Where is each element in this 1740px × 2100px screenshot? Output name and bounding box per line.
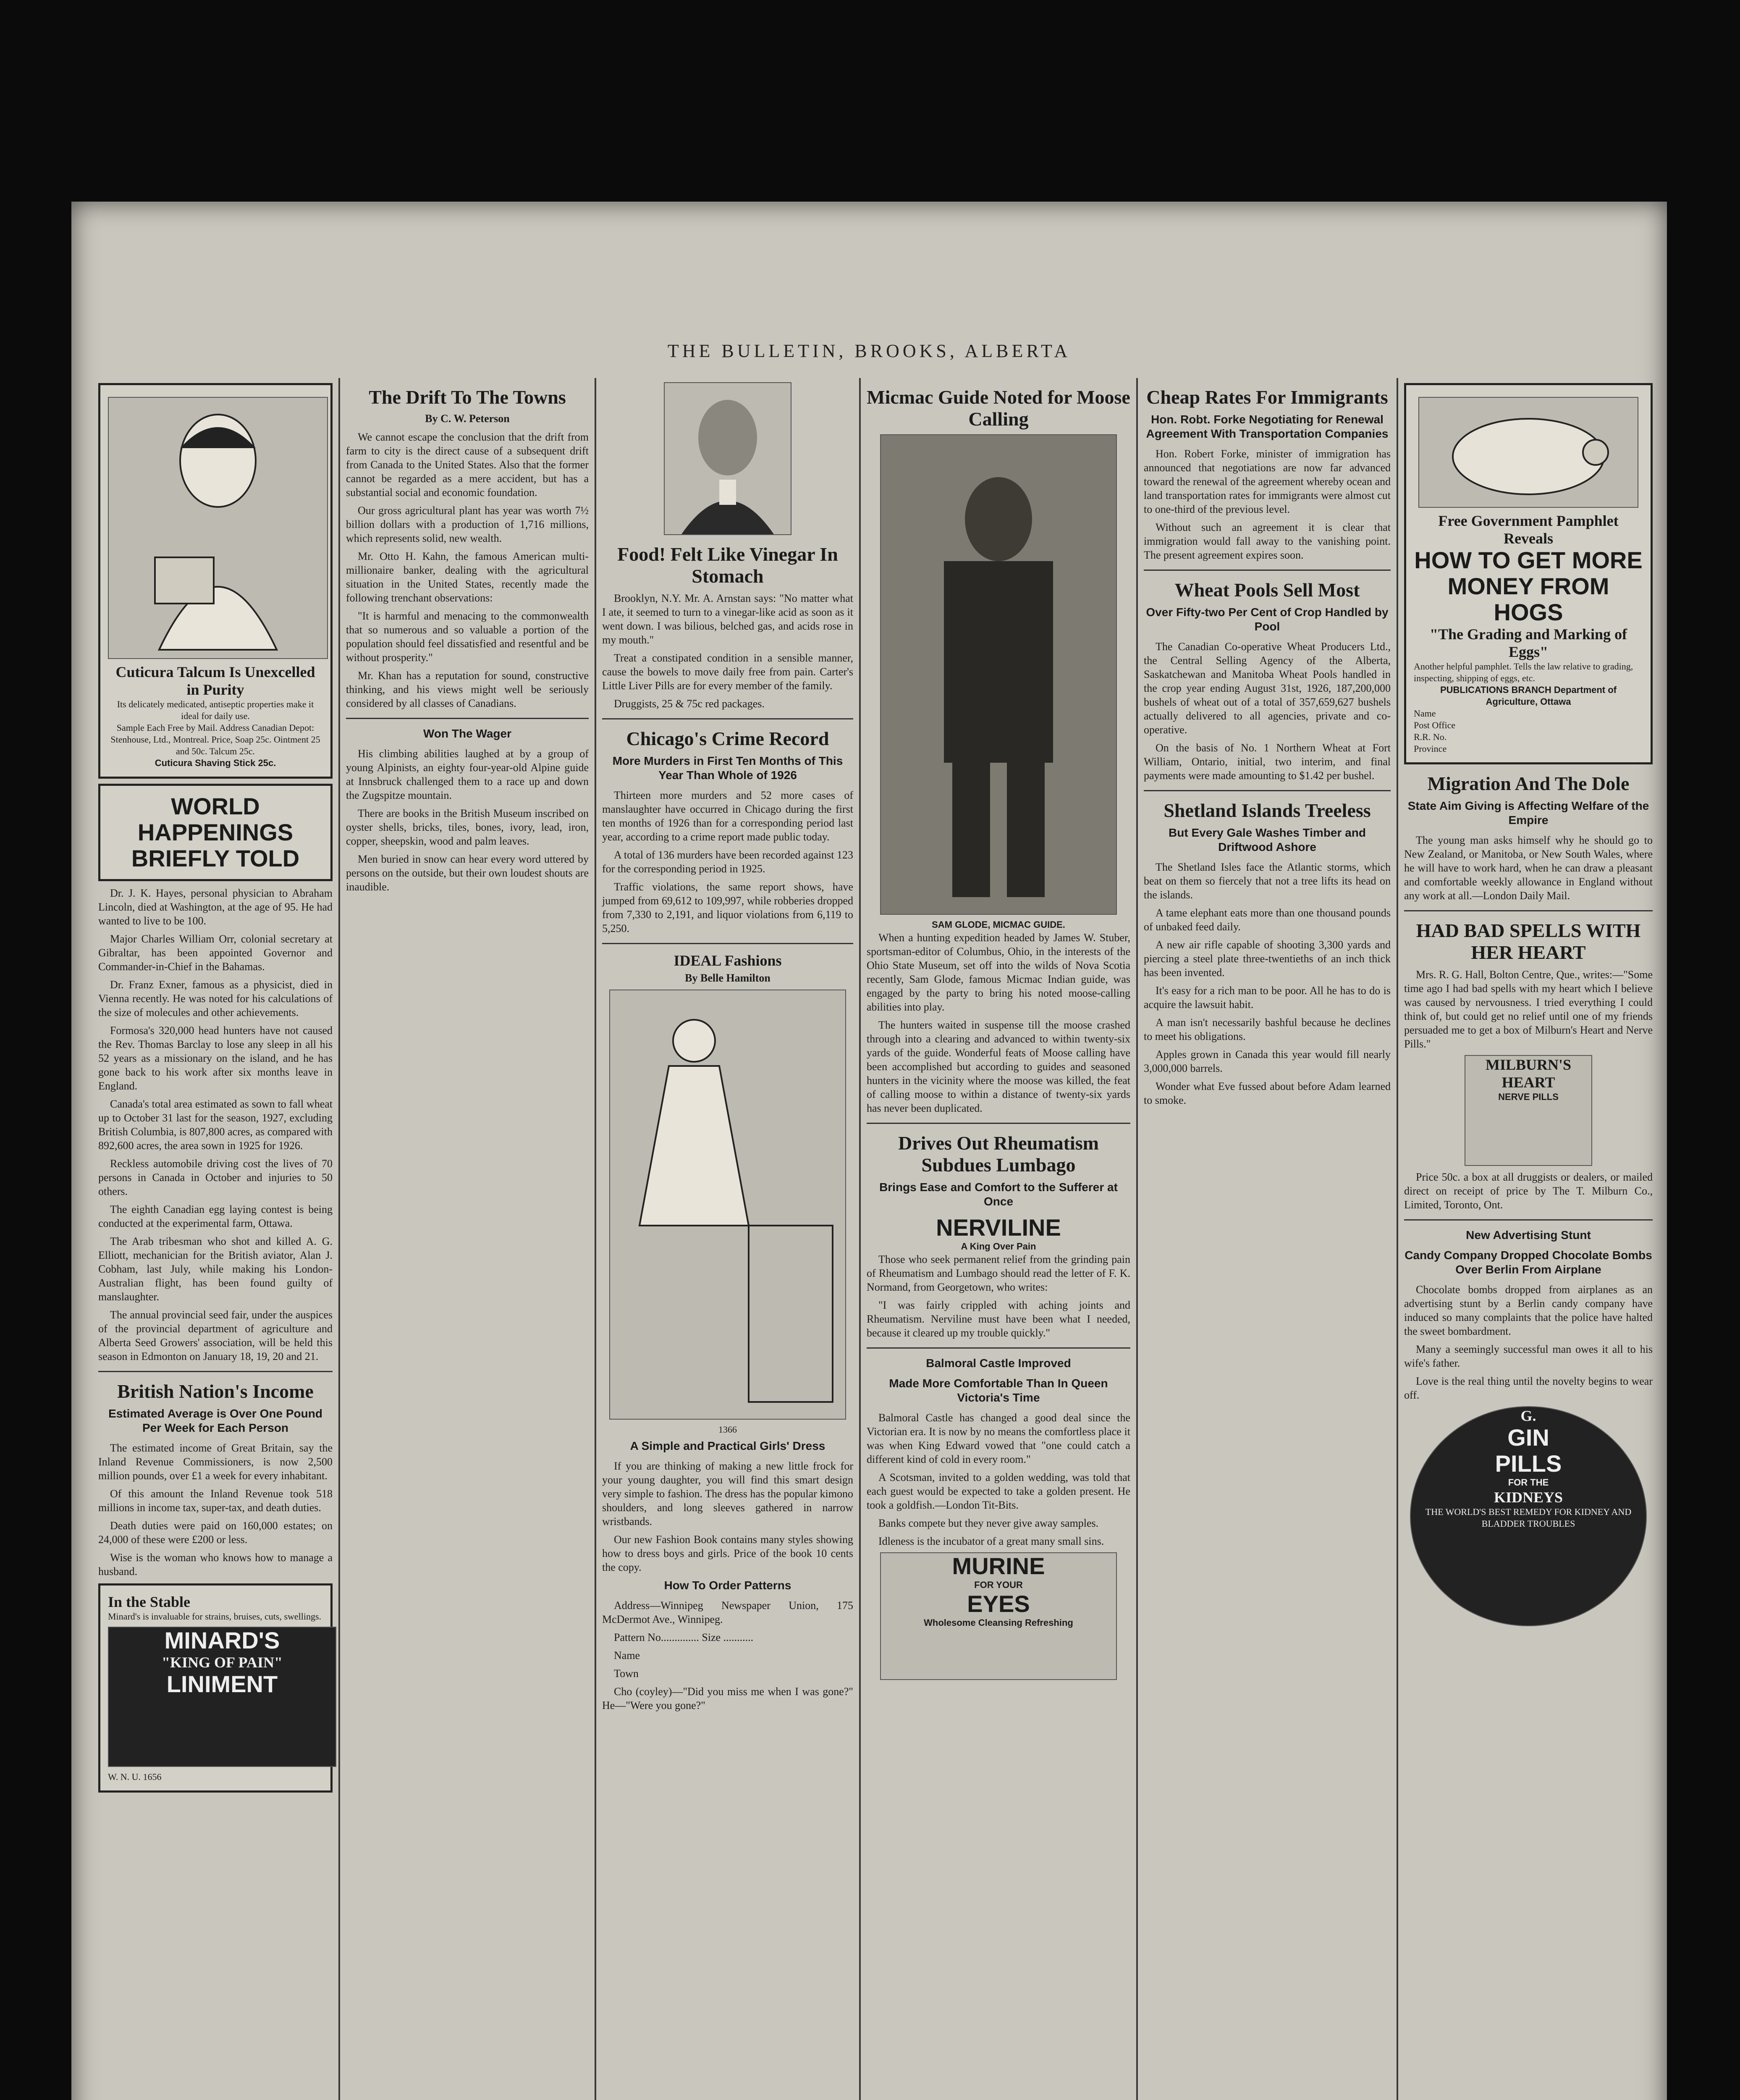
happenings-para: The Arab tribesman who shot and killed A. G. Elliott, mechanician for the British aviator, Alan J. Cobham, last July, while making his London-Australian flight, has been found guilty of manslaughter. — [98, 1235, 333, 1303]
spells-para: Price 50c. a box at all druggists or dealers, or mailed direct on receipt of price by The T. Milburn Co., Limited, Toronto, Ont. — [1404, 1171, 1653, 1211]
income-para: The estimated income of Great Britain, say the Inland Revenue Commissioners, is now 2,500 million pounds, over £1 a week for every inhabitant. — [98, 1442, 333, 1482]
happenings-para: The annual provincial seed fair, under the auspices of the provincial department of agriculture and Alberta Seed Growers' association, will be held this season in Edmonton on January 18, 19, 20 and 21. — [98, 1309, 333, 1362]
gin-ring: THE WORLD'S BEST REMEDY FOR KIDNEY AND BLADDER TROUBLES — [1425, 1507, 1632, 1529]
drift-para: Mr. Khan has a reputation for sound, constructive thinking, and his views might well be seriously considered by all classes of Canadians. — [346, 669, 589, 709]
column-3 — [596, 378, 861, 2100]
wnu-code: W. N. U. 1656 — [108, 1772, 162, 1782]
rates-subtitle: Hon. Robt. Forke Negotiating for Renewal Agreement With Transportation Companies — [1146, 413, 1389, 440]
balmoral-para: A Scotsman, invited to a golden wedding, was told that each guest would be expected to take a golden present. He took a goldfish.—London Tit-Bits. — [867, 1471, 1130, 1511]
wheat-para: On the basis of No. 1 Northern Wheat at Fort William, Ontario, initial, two interim, and final payments were made amounting to $1.42 per bushel. — [1144, 742, 1391, 782]
divider — [98, 1371, 333, 1372]
rates-title: Cheap Rates For Immigrants — [1146, 386, 1388, 408]
form-rr: R.R. No. — [1414, 732, 1447, 742]
income-title: British Nation's Income — [117, 1381, 314, 1402]
happenings-para: Major Charles William Orr, colonial secretary at Gibraltar, has been appointed Governor and Commander-in-Chief in the Bahamas. — [98, 933, 333, 973]
wager-para: There are books in the British Museum inscribed on oyster shells, bricks, tiles, bones, ivory, lead, iron, copper, sheepskin, wood and palm leaves. — [346, 807, 589, 847]
talcum-body: Its delicately medicated, antiseptic properties make it ideal for daily use. — [117, 699, 314, 721]
fashion-caption: A Simple and Practical Girls' Dress — [630, 1439, 825, 1452]
order-title: How To Order Patterns — [664, 1579, 791, 1592]
hogs-body: Another helpful pamphlet. Tells the law relative to grading, inspecting, shipping of eggs, etc. — [1414, 661, 1633, 683]
shetland-para: It's easy for a rich man to be poor. All he has to do is acquire the lawsuit habit. — [1144, 984, 1391, 1011]
wager-title: Won The Wager — [423, 727, 511, 740]
stomach-para: Druggists, 25 & 75c red packages. — [614, 698, 765, 710]
hunter-icon — [881, 435, 1116, 914]
fashion-para: If you are thinking of making a new little frock for your young daughter, you will find this smart design very simple to fashion. The dress has the popular kimono shoulders, and long sleeves gathered in narrow wristbands. — [602, 1460, 853, 1528]
form-prov: Province — [1414, 743, 1447, 754]
micmac-para: The hunters waited in suspense till the moose crashed through into a clearing and advanced to within twenty-six yards of the guide. Wonderful feats of Moose calling have been accomplished but according to guides and seasoned hunters in the vicinity where the moose was killed, the feat of calling moose to within a distance of twenty-six yards has never been duplicated. — [867, 1019, 1130, 1114]
fashion-byline: By Belle Hamilton — [685, 972, 770, 984]
shetland-subtitle: But Every Gale Washes Timber and Driftwood Ashore — [1169, 826, 1366, 853]
column-4 — [861, 378, 1138, 2100]
hogs-branch: PUBLICATIONS BRANCH Department of Agriculture, Ottawa — [1440, 685, 1617, 707]
masthead: THE BULLETIN, BROOKS, ALBERTA — [667, 341, 1071, 361]
gin-kidneys: KIDNEYS — [1494, 1489, 1563, 1506]
hogs-ad — [1404, 383, 1653, 764]
shetland-para: A man isn't necessarily bashful because he declines to meet his obligations. — [1144, 1016, 1391, 1042]
quote: Wise is the woman who knows how to manage a husband. — [98, 1551, 333, 1578]
rates-para: Hon. Robert Forke, minister of immigration has announced that negotiations are now far advanced toward the renewal of the agreement whereby ocean and land transportation rates for immigrants were almost cut to one-third of the previous level. — [1144, 448, 1391, 515]
stunt-para: Love is the real thing until the novelty begins to wear off. — [1404, 1375, 1653, 1401]
happenings-para: Formosa's 320,000 head hunters have not caused the Rev. Thomas Barclay to lose any sleep in all his 52 years as a missionary on the island, and he has gone back to his work after six months leave in England. — [98, 1024, 333, 1092]
nerviline-brand: NERVILINE — [936, 1214, 1061, 1241]
shetland-para: The Shetland Isles face the Atlantic storms, which beat on them so fiercely that not a tree lifts its head on the islands. — [1144, 861, 1391, 901]
murine-brand: MURINE — [952, 1553, 1045, 1579]
divider — [346, 718, 589, 719]
drift-para: "It is harmful and menacing to the commonwealth that so numerous and so valuable a portion of the population should feel dissatisfied and resentful and be without prosperity." — [346, 610, 589, 664]
man-icon — [665, 383, 791, 534]
crime-title: Chicago's Crime Record — [626, 728, 829, 749]
divider — [867, 1347, 1130, 1349]
rheum-subtitle: Brings Ease and Comfort to the Sufferer at Once — [879, 1181, 1118, 1208]
wager-para: Men buried in snow can hear every word uttered by persons on the outside, but their own loudest shouts are inaudible. — [346, 853, 589, 893]
gin-for: FOR THE — [1508, 1477, 1549, 1488]
newspaper-page — [71, 202, 1667, 2100]
shetland-para: A new air rifle capable of shooting 3,300 yards and piercing a steel plate three-twentieths of an inch thick has been invented. — [1144, 939, 1391, 979]
liniment-label — [108, 1627, 336, 1767]
wager-para: His climbing abilities laughed at by a group of young Alpinists, an eighty four-year-old Alpine guide at Innsbruck challenged them to a race up and down the Zugspitze mountain. — [346, 748, 589, 801]
talcum-headline: Cuticura Talcum Is Unexcelled in Purity — [115, 664, 315, 698]
gin-top: G. — [1520, 1407, 1536, 1424]
rheum-para: Those who seek permanent relief from the grinding pain of Rheumatism and Lumbago should read the letter of F. K. Normand, from Georgetown, who writes: — [867, 1253, 1130, 1293]
shetland-para: Wonder what Eve fussed about before Adam learned to smoke. — [1144, 1080, 1391, 1106]
girl-dress-icon — [610, 990, 845, 1419]
stunt-para: Chocolate bombs dropped from airplanes as an advertising stunt by a Berlin candy company have induced so many complaints that the police have halted the sweet bombardment. — [1404, 1284, 1653, 1337]
happenings-para: Reckless automobile driving cost the lives of 70 persons in Canada in October and injuries to 50 others. — [98, 1158, 333, 1197]
gin-brand: GIN — [1507, 1424, 1549, 1451]
woman-icon — [109, 398, 327, 658]
shetland-para: Apples grown in Canada this year would fill nearly 3,000,000 barrels. — [1144, 1048, 1391, 1074]
order-name: Name — [614, 1649, 640, 1662]
column-2 — [340, 378, 596, 2100]
pig-icon — [1419, 398, 1638, 507]
rates-para: Without such an agreement it is clear that immigration would fall away to the vanishing point. The present agreement expires soon. — [1144, 521, 1391, 561]
man-portrait — [664, 382, 791, 535]
crime-para: Thirteen more murders and 52 more cases of manslaughter have occurred in Chicago during the first ten months of 1926 than for a corresponding period last year, according to a crime report made public today. — [602, 789, 853, 843]
milburn-heart-ad — [1465, 1055, 1592, 1166]
stunt-subtitle: Candy Company Dropped Chocolate Bombs Over Berlin From Airplane — [1405, 1249, 1652, 1276]
form-name: Name — [1414, 708, 1436, 719]
divider — [1144, 570, 1391, 571]
stunt-title: New Advertising Stunt — [1466, 1228, 1591, 1242]
hunter-photo — [880, 434, 1117, 915]
murine-tag: Wholesome Cleansing Refreshing — [924, 1617, 1073, 1628]
minards-brand: MINARD'S — [164, 1627, 280, 1654]
joke: Cho (coyley)—"Did you miss me when I was gone?" He—"Were you gone?" — [602, 1685, 853, 1712]
eggs-title: "The Grading and Marking of Eggs" — [1429, 626, 1627, 660]
crime-subtitle: More Murders in First Ten Months of This Year Than Whole of 1926 — [612, 754, 843, 782]
divider — [867, 1123, 1130, 1124]
divider — [602, 943, 853, 944]
form-po: Post Office — [1414, 720, 1456, 730]
stable-title: In the Stable — [108, 1593, 191, 1610]
milburn-badge-1: MILBURN'S — [1485, 1056, 1572, 1073]
crime-para: Traffic violations, the same report shows, have jumped from 69,612 to 109,997, while robberies dropped from 7,330 to 2,191, and liquor violations from 6,119 to 5,250. — [602, 881, 853, 934]
hogs-headline: HOW TO GET MORE MONEY FROM HOGS — [1414, 547, 1643, 625]
order-address: Address—Winnipeg Newspaper Union, 175 McDermot Ave., Winnipeg. — [602, 1599, 853, 1625]
happenings-para: The eighth Canadian egg laying contest is being conducted at the experimental farm, Ottawa. — [98, 1203, 333, 1229]
shetland-title: Shetland Islands Treeless — [1163, 800, 1371, 821]
drift-para: Mr. Otto H. Kahn, the famous American multi-millionaire banker, dealing with the agricultural situation in the United States, recently made the following trenchant observations: — [346, 550, 589, 604]
column-5 — [1138, 378, 1398, 2100]
drift-para: Our gross agricultural plant has year was worth 7½ billion dollars with a production of 1,716 millions, which represents solid, new wealth. — [346, 504, 589, 544]
divider — [1144, 790, 1391, 791]
micmac-title: Micmac Guide Noted for Moose Calling — [867, 386, 1130, 430]
drift-para: We cannot escape the conclusion that the drift from farm to city is the direct cause of a subsequent drift from Canada to the United States. Also that the former cannot be regarded as a mere accident, but has a substantial social and economic foundation. — [346, 431, 589, 499]
fashion-title: IDEAL Fashions — [673, 952, 782, 969]
minards-brand2: LINIMENT — [166, 1671, 278, 1697]
column-1 — [92, 378, 340, 2100]
column-6 — [1398, 378, 1659, 2100]
hogs-kicker: Free Government Pamphlet Reveals — [1438, 512, 1619, 547]
murine-eyes: EYES — [967, 1591, 1030, 1617]
wheat-subtitle: Over Fifty-two Per Cent of Crop Handled by Pool — [1146, 606, 1389, 633]
drift-byline: By C. W. Peterson — [425, 412, 510, 425]
balmoral-para: Banks compete but they never give away samples. — [878, 1517, 1099, 1529]
migration-title: Migration And The Dole — [1427, 773, 1630, 794]
milburn-badge-2: HEART — [1502, 1074, 1555, 1091]
fashion-para: Our new Fashion Book contains many styles showing how to dress boys and girls. Price of the book 10 cents the copy. — [602, 1533, 853, 1573]
balmoral-para: Balmoral Castle has changed a good deal since the Victorian era. It is now by no means the comfortless place it was when King Edward vowed that "one could catch a different kind of cold in every room." — [867, 1412, 1130, 1465]
income-subtitle: Estimated Average is Over One Pound Per Week for Each Person — [108, 1407, 322, 1434]
happenings-para: Dr. J. K. Hayes, personal physician to Abraham Lincoln, died at Washington, at the age of 95. He had wanted to live to be 100. — [98, 887, 333, 927]
drift-title: The Drift To The Towns — [369, 386, 566, 408]
minards-slogan: "KING OF PAIN" — [162, 1654, 283, 1671]
migration-para: The young man asks himself why he should go to New Zealand, or Manitoba, or New South Wales, where he will have to work hard, when he can draw a pleasant and comfortable weekly allowance in England without any work at all.—London Daily Mail. — [1404, 834, 1653, 902]
pattern-number: 1366 — [718, 1424, 737, 1435]
spells-title: HAD BAD SPELLS WITH HER HEART — [1416, 920, 1641, 963]
dress-illustration — [609, 990, 846, 1420]
stunt-para: Many a seemingly successful man owes it all to his wife's father. — [1404, 1343, 1653, 1369]
divider — [1404, 910, 1653, 911]
order-town: Town — [614, 1667, 639, 1680]
happenings-title: WORLD HAPPENINGS BRIEFLY TOLD — [131, 793, 300, 872]
happenings-para: Dr. Franz Exner, famous as a physicist, died in Vienna recently. He was noted for his calculations of the size of molecules and other achievements. — [98, 979, 333, 1018]
income-para: Of this amount the Inland Revenue took 518 millions in income tax, super-tax, and death duties. — [98, 1488, 333, 1514]
divider — [1404, 1219, 1653, 1221]
happenings-box — [98, 784, 333, 881]
gin-pills-ad — [1410, 1406, 1647, 1626]
stomach-title: Food! Felt Like Vinegar In Stomach — [617, 543, 838, 587]
milburn-badge-3: NERVE PILLS — [1498, 1092, 1559, 1102]
woman-illustration — [108, 397, 328, 659]
talcum-tail: Cuticura Shaving Stick 25c. — [155, 758, 276, 768]
balmoral-subtitle: Made More Comfortable Than In Queen Victoria's Time — [889, 1377, 1108, 1404]
photo-caption: SAM GLODE, MICMAC GUIDE. — [932, 919, 1065, 930]
balmoral-title: Balmoral Castle Improved — [926, 1357, 1071, 1370]
migration-subtitle: State Aim Giving is Affecting Welfare of the Empire — [1407, 799, 1649, 827]
rheum-para: "I was fairly crippled with aching joints and Rheumatism. Nerviline must have been what I needed, because it cleared up my trouble quickly." — [867, 1299, 1130, 1339]
micmac-para: When a hunting expedition headed by James W. Stuber, sportsman-editor of Columbus, Ohio, in the interests of the Ohio State Museum, set off into the wilds of Nova Scotia recently, Sam Glode, famous Micmac Indian guide, was engaged by the party to bring his noted moose-calling abilities into play. — [867, 932, 1130, 1013]
stable-sub: Minard's is invaluable for strains, bruises, cuts, swellings. — [108, 1611, 322, 1622]
wheat-title: Wheat Pools Sell Most — [1174, 579, 1360, 601]
gin-pills: PILLS — [1495, 1450, 1562, 1477]
rheum-title: Drives Out Rheumatism Subdues Lumbago — [898, 1132, 1099, 1176]
wheat-para: The Canadian Co-operative Wheat Producers Ltd., the Central Selling Agency of the Alberta, Saskatchewan and Manitoba Wheat Pools handled in the crop year ending August 31st, 1926, 187,200,000 bushels of wheat out of a total of 357,659,627 bushels actually delivered to all agencies, private and co-operative. — [1144, 640, 1391, 736]
murine-ad — [880, 1552, 1117, 1680]
stomach-para: Treat a constipated condition in a sensible manner, cause the bowels to move daily free from pain. Carter's Little Liver Pills are for every member of the family. — [602, 652, 853, 692]
divider — [602, 718, 853, 719]
nerviline-tag: A King Over Pain — [961, 1241, 1036, 1252]
income-para: Death duties were paid on 160,000 estates; on 24,000 of these were £200 or less. — [98, 1520, 333, 1546]
shetland-para: A tame elephant eats more than one thousand pounds of unbaked feed daily. — [1144, 907, 1391, 933]
stomach-para: Brooklyn, N.Y. Mr. A. Arnstan says: "No matter what I ate, it seemed to turn to a vinegar-like acid as soon as it went down. I was bilious, belched gas, and acids rose in my mouth." — [602, 592, 853, 646]
crime-para: A total of 136 murders have been recorded against 123 for the corresponding period in 1925. — [602, 849, 853, 875]
pig-illustration — [1418, 397, 1638, 508]
spells-para: Mrs. R. G. Hall, Bolton Centre, Que., writes:—"Some time ago I had bad spells with my heart which I believe was caused by nervousness. I tried everything I could think of, but could get no relief until one of my friends persuaded me to get a box of Milburn's Heart and Nerve Pills." — [1404, 969, 1653, 1050]
balmoral-para: Idleness is the incubator of a great many small sins. — [878, 1535, 1104, 1547]
murine-for: FOR YOUR — [974, 1580, 1023, 1590]
minards-ad — [98, 1583, 333, 1793]
talcum-fine: Sample Each Free by Mail. Address Canadian Depot: Stenhouse, Ltd., Montreal. Price, Soap 25c. Ointment 25 and 50c. Talcum 25c. — [110, 722, 320, 756]
order-pattern-line: Pattern No.............. Size ........... — [614, 1631, 754, 1643]
happenings-para: Canada's total area estimated as sown to fall wheat up to October 31 last for the season, 1927, excluding British Columbia, is 807,800 acres, as compared with 892,600 acres, the area sown in 1925 for 1926. — [98, 1098, 333, 1152]
cuticura-ad — [98, 383, 333, 779]
